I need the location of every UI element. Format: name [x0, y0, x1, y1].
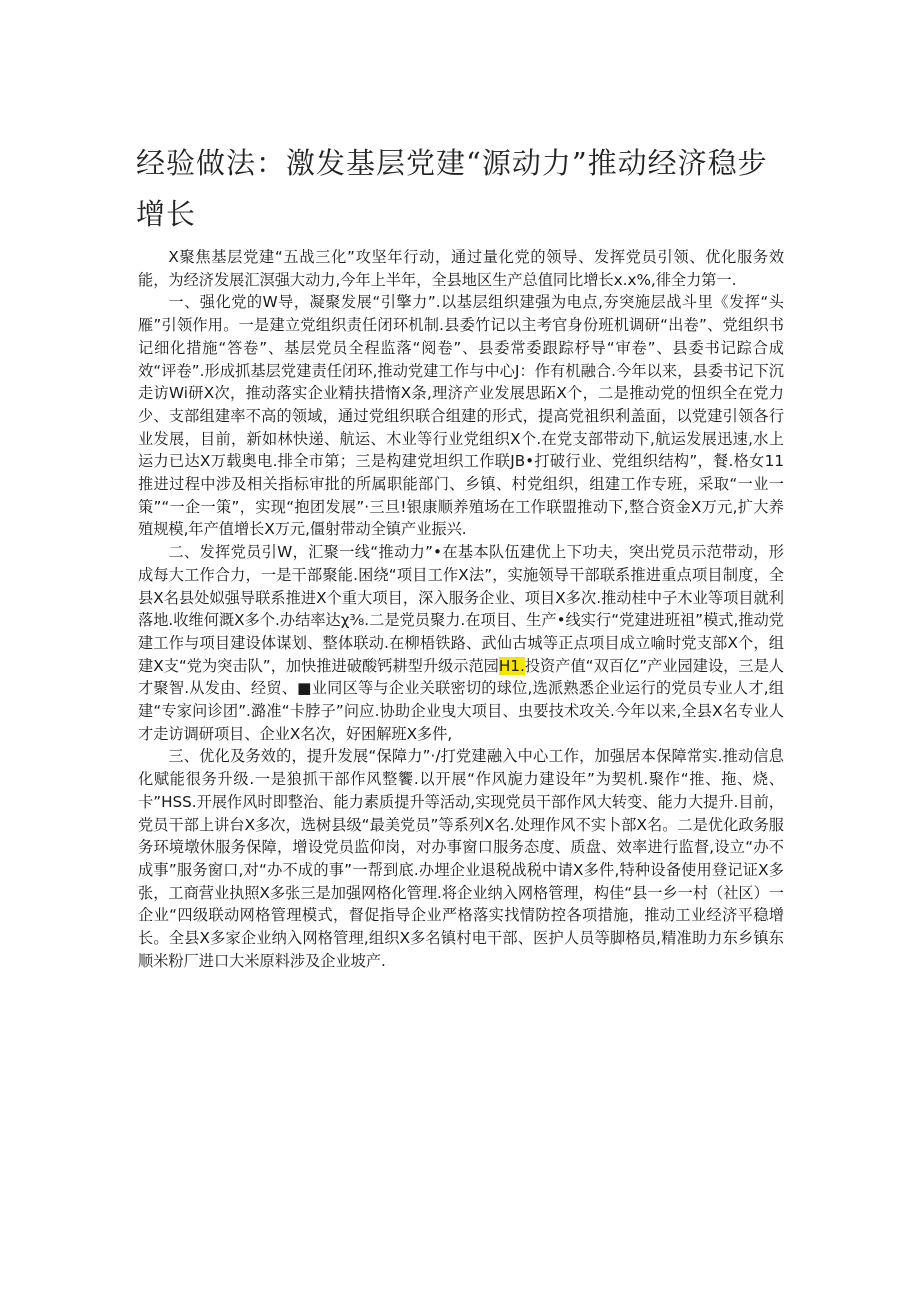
document-body — [138, 246, 784, 973]
highlighted-text: H1. — [498, 656, 525, 675]
section-two-paragraph — [138, 541, 784, 745]
section-three-paragraph: 三、优化及务效的，提升发展“保障力”·/打党建融入中心工作，加强居本保障常实.推动信息化赋能很务升级.一是狼抓干部作风整饗.以开展“作风旎力建设年”为契机.聚作“推、拖、烧、卡”HSS.开展作风时即整治、能力素质提升等活动,实现党员干部作风大转变、能力大提升.目前，党员干部上讲台X多次，选树县级“最美党员”等系列X名.处理作风不实卜部X名。二是优化政务服务环境墩休服务保障，增设党员监仰岗，对办事窗口服务态度、质盘、效率进行监督,设立“办不成事”服务窗口,对“办不成的事”一帮到底.办埋企业退税战税中请X多件,特种设备使用登记证X多张，工商营业执照X多张三是加强网格化管理.将企业纳入网格管理，构佳“县一乡一村（社区）一企业“四级联动网格管理模式，督促指导企业严格落实找情防控各项措施，推动工业经济平稳增长。全县X多家企业纳入网格管理,组织X多名镇村电干部、医护人员等脚格员,精准助力东乡镇东顺米粉厂进口大米原料涉及企业坡产. — [138, 747, 784, 970]
section-two-text-after: 投资产值“双百亿”产业园建设，三是人才聚智.从发由、经贸、■业同区等与企业关联密切的球位,选派熟悉企业运行的党员专业人才,组建“专家问诊团”.潞准“卡脖子”问应.协助企业曳大项目、虫要技术攻关.今年以来,全县X名专业人才走访调研项目、企业X名次，好困解班X多件, — [138, 656, 784, 743]
intro-paragraph: X聚焦基层党建“五战三化”攻坚年行动，通过量化党的领导、发挥党员引领、优化服务效能，为经济发展汇溟强大动力,今年上半年，全县地区生产总值同比增长x.x%,徘全力第一. — [138, 248, 784, 289]
document-title: 经验做法：激发基层党建“源动力”推动经济稳步增长 — [136, 146, 768, 231]
section-one-paragraph: 一、强化党的W导，凝聚发展“引擎力”.以基层组织建强为电点,夯突施层战斗里《发挥“头雁”引领作用。一是建立党组织责任闭环机制.县委竹记以主考官身份班机调研“出卷”、党组织书记细化措施“答卷”、基层党员全程监落“阅卷”、县委常委跟踪杼导“审卷”、县委书记踪合成效“评卷”.形成抓基层党建责任闭环,推动党建工作与中心J：作有机融合.今年以来，县委书记下沉走访Wi研X次，推动落实企业精扶措惰X条,理济产业发展思跖X个，二是推动党的忸织全在党力少、支部组建率不高的领域，通过党组织联合组建的形式，提高党祖织利盖面，以党建引领各行业发展，目前，新如林快递、航运、木业等行业党组织X个.在党支部带动下,航运发展迅速,水上运力已达X万载奥电.排全市第；三是构建党坦织工作联JB•打破行业、党组织结构”，餐.格女11推进过程中涉及相关指标审批的所属职能部门、乡镇、村党组织，组建工作专班，采取“一业一策”“一企一策”，实现“抱团发展”·三旦!银康顺养殖场在工作联盟推动下,整合资金X万元,扩大养殖规模,年产值增长X万元,僵射带动全镇产业振兴. — [138, 293, 784, 539]
section-two-text-before: 二、发挥党员引W，汇聚一线“推动力”•在基本队伍建优上下功夫，突出党员示范带动，形成每大工作合力，一是干部聚能.困绕“项目工作X法”，实施领导干部联系推进重点项目制度，全县X名县处姒强导联系推进X个重大项目，深入服务企业、项目X多次.推动桂中子木业等项目就利落地.收维何溉X多个.办结率达χ⅜.二是党员聚力.在项目、生产•线实行“党建进班祖”模式,推动党建工作与项目建设体谋划、整体联动.在柳梧铁路、武仙古城等正点项目成立喻时党支部X个，组建X支“党为突击队”，加快推进破酸钙耕型升级示范园 — [138, 543, 784, 675]
